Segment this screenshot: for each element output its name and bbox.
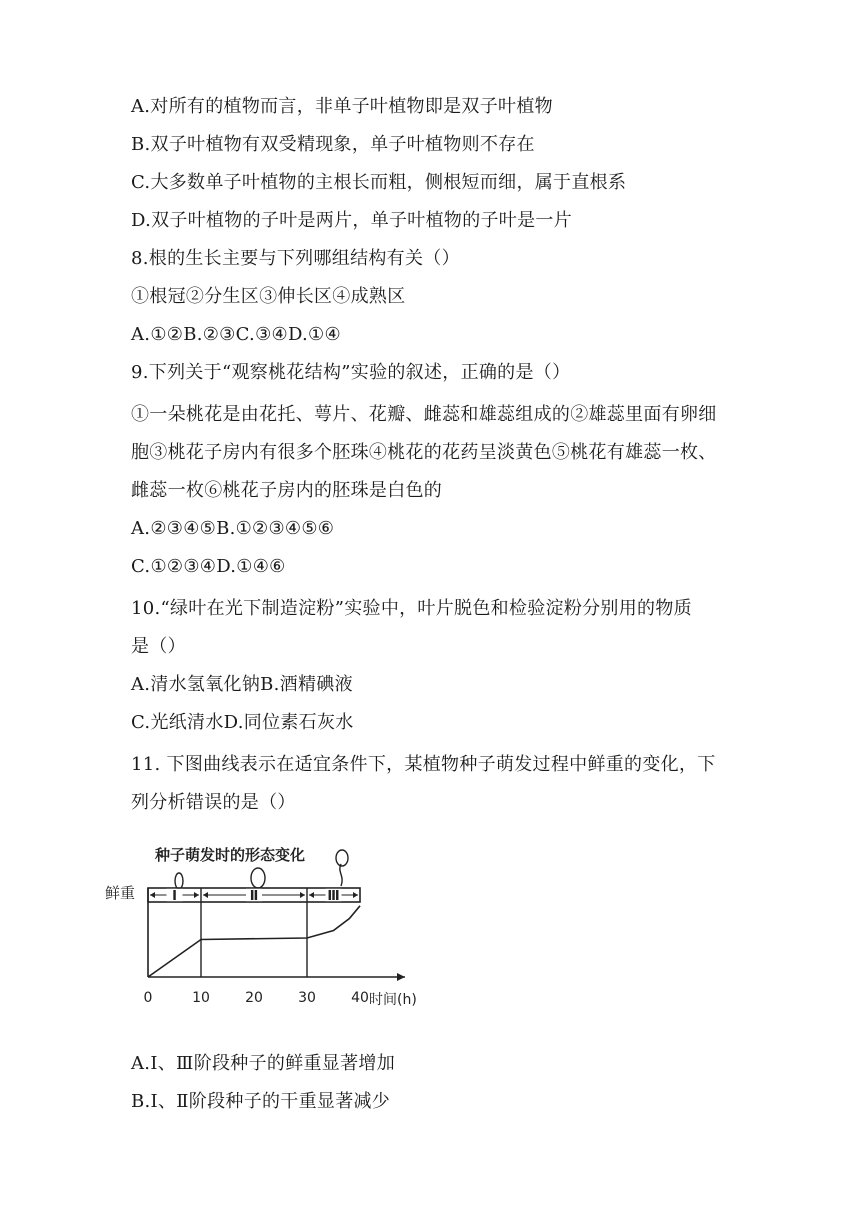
text-line: A.对所有的植物而言，非单子叶植物即是双子叶植物 xyxy=(131,96,553,117)
text-line: D.双子叶植物的子叶是两片，单子叶植物的子叶是一片 xyxy=(131,210,573,231)
stage-label: Ⅱ xyxy=(249,889,259,904)
text-line: C.光纸清水D.同位素石灰水 xyxy=(131,712,354,733)
x-tick-label: 0 xyxy=(143,990,153,1006)
text-line: A.①②B.②③C.③④D.①④ xyxy=(131,324,341,345)
text-line: B.双子叶植物有双受精现象，单子叶植物则不存在 xyxy=(131,134,535,155)
text-line: 雌蕊一枚⑥桃花子房内的胚珠是白色的 xyxy=(131,480,443,501)
text-line: C.①②③④D.①④⑥ xyxy=(131,556,286,577)
stage-label: Ⅰ xyxy=(172,889,177,904)
text-line: ①根冠②分生区③伸长区④成熟区 xyxy=(131,286,406,307)
text-line: A.Ⅰ、Ⅲ阶段种子的鲜重显著增加 xyxy=(131,1053,395,1074)
text-line: 9.下列关于“观察桃花结构”实验的叙述，正确的是（） xyxy=(131,362,571,383)
seed-shape-stage3-icon xyxy=(336,850,348,886)
text-line: ①一朵桃花是由花托、萼片、花瓣、雌蕊和雄蕊组成的②雄蕊里面有卵细 xyxy=(131,404,717,425)
text-line: 8.根的生长主要与下列哪组结构有关（） xyxy=(131,248,460,269)
stage-label: Ⅲ xyxy=(327,889,340,904)
x-tick-label: 10 xyxy=(192,990,210,1006)
text-line: 列分析错误的是（） xyxy=(131,792,296,813)
y-axis-label: 鲜重 xyxy=(105,884,136,902)
text-line: A.②③④⑤B.①②③④⑤⑥ xyxy=(131,518,335,539)
x-axis-arrow-icon xyxy=(397,973,405,981)
chart-title: 种子萌发时的形态变化 xyxy=(155,846,306,864)
x-tick-label: 30 xyxy=(298,990,316,1006)
seed-shape-stage1-icon xyxy=(175,873,183,889)
seed-shape-stage2-icon xyxy=(251,868,265,888)
text-line: A.清水氢氧化钠B.酒精碘液 xyxy=(131,674,353,695)
text-line: C.大多数单子叶植物的主根长而粗，侧根短而细，属于直根系 xyxy=(131,172,627,193)
x-axis-label: 时间(h) xyxy=(369,992,417,1008)
text-line: 胞③桃花子房内有很多个胚珠④桃花的花药呈淡黄色⑤桃花有雄蕊一枚、 xyxy=(131,442,717,463)
seed-germination-chart xyxy=(105,840,435,1010)
x-tick-label: 40 xyxy=(351,990,369,1006)
text-line: B.Ⅰ、Ⅱ阶段种子的干重显著减少 xyxy=(131,1091,391,1112)
text-line: 10.“绿叶在光下制造淀粉”实验中，叶片脱色和检验淀粉分别用的物质 xyxy=(131,598,692,619)
x-tick-label: 20 xyxy=(245,990,263,1006)
text-line: 是（） xyxy=(131,636,186,657)
text-line: 11. 下图曲线表示在适宜条件下，某植物种子萌发过程中鲜重的变化，下 xyxy=(131,754,716,775)
fresh-weight-curve xyxy=(148,906,360,977)
